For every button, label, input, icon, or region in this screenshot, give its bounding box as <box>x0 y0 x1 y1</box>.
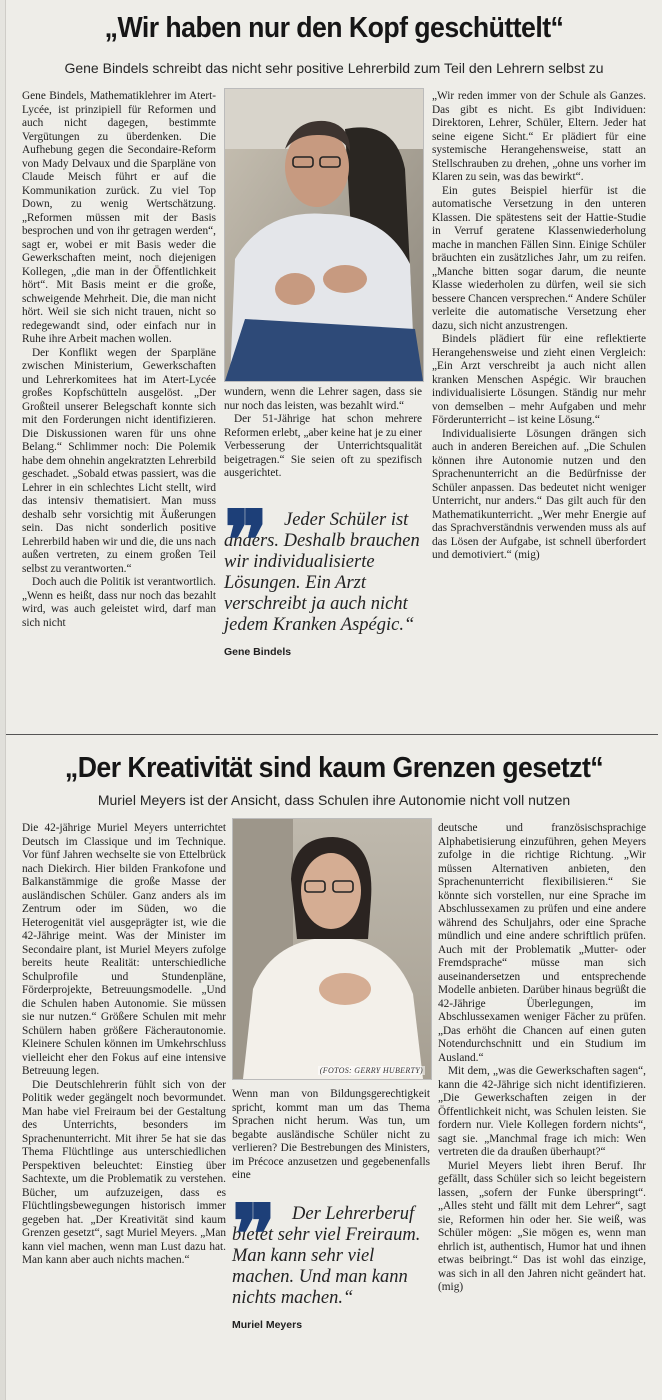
pull-quote <box>224 496 424 722</box>
quote-text: Der Lehrerberuf bietet sehr viel Freiraum. Man kann sehr viel machen. Und man kann nichts machen.“ <box>232 1204 421 1308</box>
text-column-1 <box>22 90 216 726</box>
paragraph: Die Deutschlehrerin fühlt sich von der Politik weder gegängelt noch bevormundet. Man habe viel Freiraum bei der Gestaltung des Unterrichts, besonders im Sprachenunterricht. Mit ihrer 5e hat sie das Thema Flüchtlinge aus unterschiedlichen Perspektiven beleuchtet: Einstieg über Sachtexte, um die Problematik zu verstehen. Bücher, um aufzuzeigen, dass es Flüchtlingsbewegungen historisch immer gegeben hat. „Der Kreativität sind kaum Grenzen gesetzt“, sagt Muriel Meyers. „Man kann viel machen, wenn man Lust dazu hat. Man kann aber auch nichts machen.“ <box>22 1078 226 1266</box>
paragraph: Ein gutes Beispiel hierfür ist die automatische Versetzung in den unteren Klassen. Die spätestens seit der Hattie-Studie in Verruf geratene Klassenwiederholung mache in manchen Fällen Sinn. Einige Schüler bräuchten ein zusätzliches Jahr, um zu reifen. „Manche bitten sogar darum, die neunte Klasse wiederholen zu dürfen, weil sie sich bessere Chancen versprechen.“ Andere Schüler verleite die automatische Versetzung eher dazu, sich nicht anzustrengen. <box>432 184 646 332</box>
photo-gene-bindels <box>224 88 424 382</box>
headline: „Der Kreativität sind kaum Grenzen gesetzt“ <box>64 752 604 784</box>
paragraph: deutsche und französischsprachige Alphabetisierung einzuführen, gehen Meyers zufolge in die richtige Richtung. „Wir müssen Alternativen anbieten, den Sprachenunterricht flexibilisieren.“ Sie könnte sich vorstellen, nur eine Sprache im Abschlussexamen zu prüfen und eine andere während des Schuljahrs, oder eine Sprache mündlich und eine andere schriftlich prüfen. Auch mit der Problematik „Mutter- oder Fremdsprache“ müsse man sich auseinandersetzen und entsprechende Modelle anbieten. Darüber hinaus begrüßt die 42-Jährige Überlegungen, im Abschlussexamen weniger Fächer zu prüfen. „Das erhöht die Chancen auf einen guten Notendurchschnitt und ein Studium im Ausland.“ <box>438 822 646 1064</box>
subhead: Muriel Meyers ist der Ansicht, dass Schulen ihre Autonomie nicht voll nutzen <box>97 792 571 808</box>
photo-credit: (FOTOS: GERRY HUBERTY) <box>319 1066 423 1075</box>
paragraph: wundern, wenn die Lehrer sagen, dass sie nur noch das leisten, was bezahlt wird.“ <box>224 386 422 412</box>
article-bindels <box>10 0 658 732</box>
quote-author: Gene Bindels <box>224 646 292 658</box>
pull-quote <box>232 1190 432 1392</box>
text-column-1 <box>22 822 226 1388</box>
portrait-image <box>225 89 423 381</box>
subhead: Gene Bindels schreibt das nicht sehr positive Lehrerbild zum Teil den Lehrern selbst zu <box>64 60 604 76</box>
paragraph: Doch auch die Politik ist verantwortlich. „Wenn es heißt, dass nur noch das bezahlt wird, was auch geleistet wird, darf man sich nicht <box>22 576 216 629</box>
paragraph: Die 42-jährige Muriel Meyers unterrichtet Deutsch im Classique und im Technique. Vor fünf Jahren wechselte sie von Ettelbrück nach Diekirch. Hier bilden Frankofone und Balkanstämmige die große Masse der ausländischen Schüler. Ganz anders als im Zentrum oder im Süden, wo die Heterogenität viel ausgeprägter ist, wie die 42-Jährige meint. Was der Minister im Secondaire plant, ist Muriel Meyers zufolge bereits heute Realität: unterschiedliche Schulprofile und Stundenpläne, Förderprojekte, Betreuungsmodelle. „Und die Schulen haben Autonomie. Sie müssen sie nur nutzen.“ Größere Schulen mit mehr Schülern haben größere Fächerautonomie. Kleinere Schulen können im Umkehrschluss vielleicht eher den Fokus auf eine intensive Betreuung legen. <box>22 822 226 1077</box>
paragraph: Der Konflikt wegen der Sparpläne zwischen Ministerium, Gewerkschaften und Lehrerkomitees hat im Atert-Lycée großes Kopfschütteln ausgelöst. „Der Großteil unserer Belegschaft konnte sich mit den Forderungen nicht identifizieren. Die Diskussionen waren für uns ohne Belang.“ Schlimmer noch: Die Polemik habe dem ohnehin angekratzten Lehrerbild geschadet. „Sobald etwas passiert, was die Lehrer in ein schlechtes Licht stellt, wird das intensiv thematisiert. Man muss deshalb sehr vorsichtig mit Äußerungen sein. Das nicht sonderlich positive Lehrerbild haben wir und die, die uns nach außen vertreten, zu einem großen Teil selbst zu verantworten.“ <box>22 346 216 575</box>
headline: „Wir haben nur den Kopf geschüttelt“ <box>104 12 564 44</box>
article-meyers <box>10 742 658 1392</box>
paragraph: Gene Bindels, Mathematiklehrer im Atert-Lycée, ist prinzipiell für Reformen und auch nicht dagegen, bestimmte Vergütungen zu überdenken. Die Aufhebung gegen die Secondaire-Reform von Mady Delvaux und die Sparpläne von Claude Meisch führt er auf die Kommunikation zurück. Zu viel Top Down, zu wenig Wertschätzung. „Reformen müssen mit der Basis besprochen und von ihr getragen werden“, sagt er, wobei er mit Basis weder die Gewerkschaften meint, noch diejenigen Kollegen, „die man in der Öffentlichkeit hört“. Mit Basis meint er die große, schweigende Mehrheit. Die, die man nicht hört. Weil sie sich nicht trauen, nicht so redegewandt sind, oder einfach nur in Ruhe ihre Arbeit machen wollen. <box>22 90 216 345</box>
paragraph: Bindels plädiert für eine reflektierte Herangehensweise und zieht einen Vergleich: „Ein Arzt verschreibt ja auch nicht allen kranken Menschen Aspégic. Wir brauchen individualisierte Lösungen. Ständig nur mehr von demselben – mehr Aufgaben und mehr Förderunterricht – ist keine Lösung.“ <box>432 333 646 426</box>
paragraph: Wenn man von Bildungsgerechtigkeit spricht, kommt man um das Thema Sprachen nicht herum. Was tun, um begabte ausländische Schüler nicht zu verlieren? Die Bestrebungen des Ministers, im Précoce anzusetzen und gegebenenfalls eine <box>232 1088 430 1181</box>
text-column-2 <box>224 386 422 486</box>
quote-mark-icon: ❞ <box>224 496 263 587</box>
portrait-image <box>233 819 431 1079</box>
paragraph: „Wir reden immer von der Schule als Ganzes. Das gibt es nicht. Es gibt Individuen: Direktoren, Lehrer, Schüler, Eltern. Jeder hat seine eigene Sicht.“ Er plädiert für eine systemische Herangehensweise, statt an Stellschrauben zu drehen, „ohne uns vorher im Klaren zu sein, was das bewirkt“. <box>432 90 646 183</box>
photo-muriel-meyers <box>232 818 432 1080</box>
paragraph: Der 51-Jährige hat schon mehrere Reformen erlebt, „aber keine hat je zu einer Verbesserung der Unterrichtsqualität beigetragen.“ Sie seien oft zu spezifisch ausgerichtet. <box>224 413 422 479</box>
paragraph: Muriel Meyers liebt ihren Beruf. Ihr gefällt, dass Schüler sich so leicht begeistern lassen, „sofern der Funke überspringt“. „Alles steht und fällt mit dem Lehrer“, sagt sie, Reformen hin oder her. Sie weiß, was Schüler mögen: „Sie mögen es, wenn man ehrlich ist, authentisch, Humor hat und ihnen etwas beibringt.“ Das ist wohl das einzige, was sich in all den Jahren nicht geändert hat. (mig) <box>438 1159 646 1293</box>
article-divider <box>6 734 658 735</box>
page-edge <box>0 0 6 1400</box>
paragraph: Mit dem, „was die Gewerkschaften sagen“, kann die 42-Jährige sich nicht identifizieren. „Die Gewerkschaften zeigen in der Öffentlichkeit nicht, was Schulen leisten. Sie fordern nur. Viele Kollegen fordern nichts“, sagt sie. „Manchmal frage ich mich: Wen vertreten die da draußen überhaupt?“ <box>438 1065 646 1158</box>
text-column-3 <box>432 90 646 726</box>
text-column-3 <box>438 822 646 1388</box>
text-column-2 <box>232 1088 430 1200</box>
paragraph: Individualisierte Lösungen drängen sich auch in anderen Bereichen auf. „Die Schulen können ihre Autonomie nutzen und den Sprachenunterricht an die Bedürfnisse der Schüler anpassen. Das bedeutet nicht weniger Unterricht, nur anders.“ Das gilt auch für den Mathematikunterricht. „Wer mehr Energie auf das Sprachverständnis verwenden muss als auf das Lösen der Aufgabe, ist schnell überfordert und demotiviert.“ (mig) <box>432 427 646 561</box>
quote-author: Muriel Meyers <box>232 1319 303 1331</box>
quote-text: Jeder Schüler ist anders. Deshalb brauchen wir individualisierte Lösungen. Ein Arzt verschreibt ja auch nicht jedem Kranken Aspégic.“ <box>224 510 420 635</box>
quote-mark-icon: ❞ <box>232 1190 271 1281</box>
